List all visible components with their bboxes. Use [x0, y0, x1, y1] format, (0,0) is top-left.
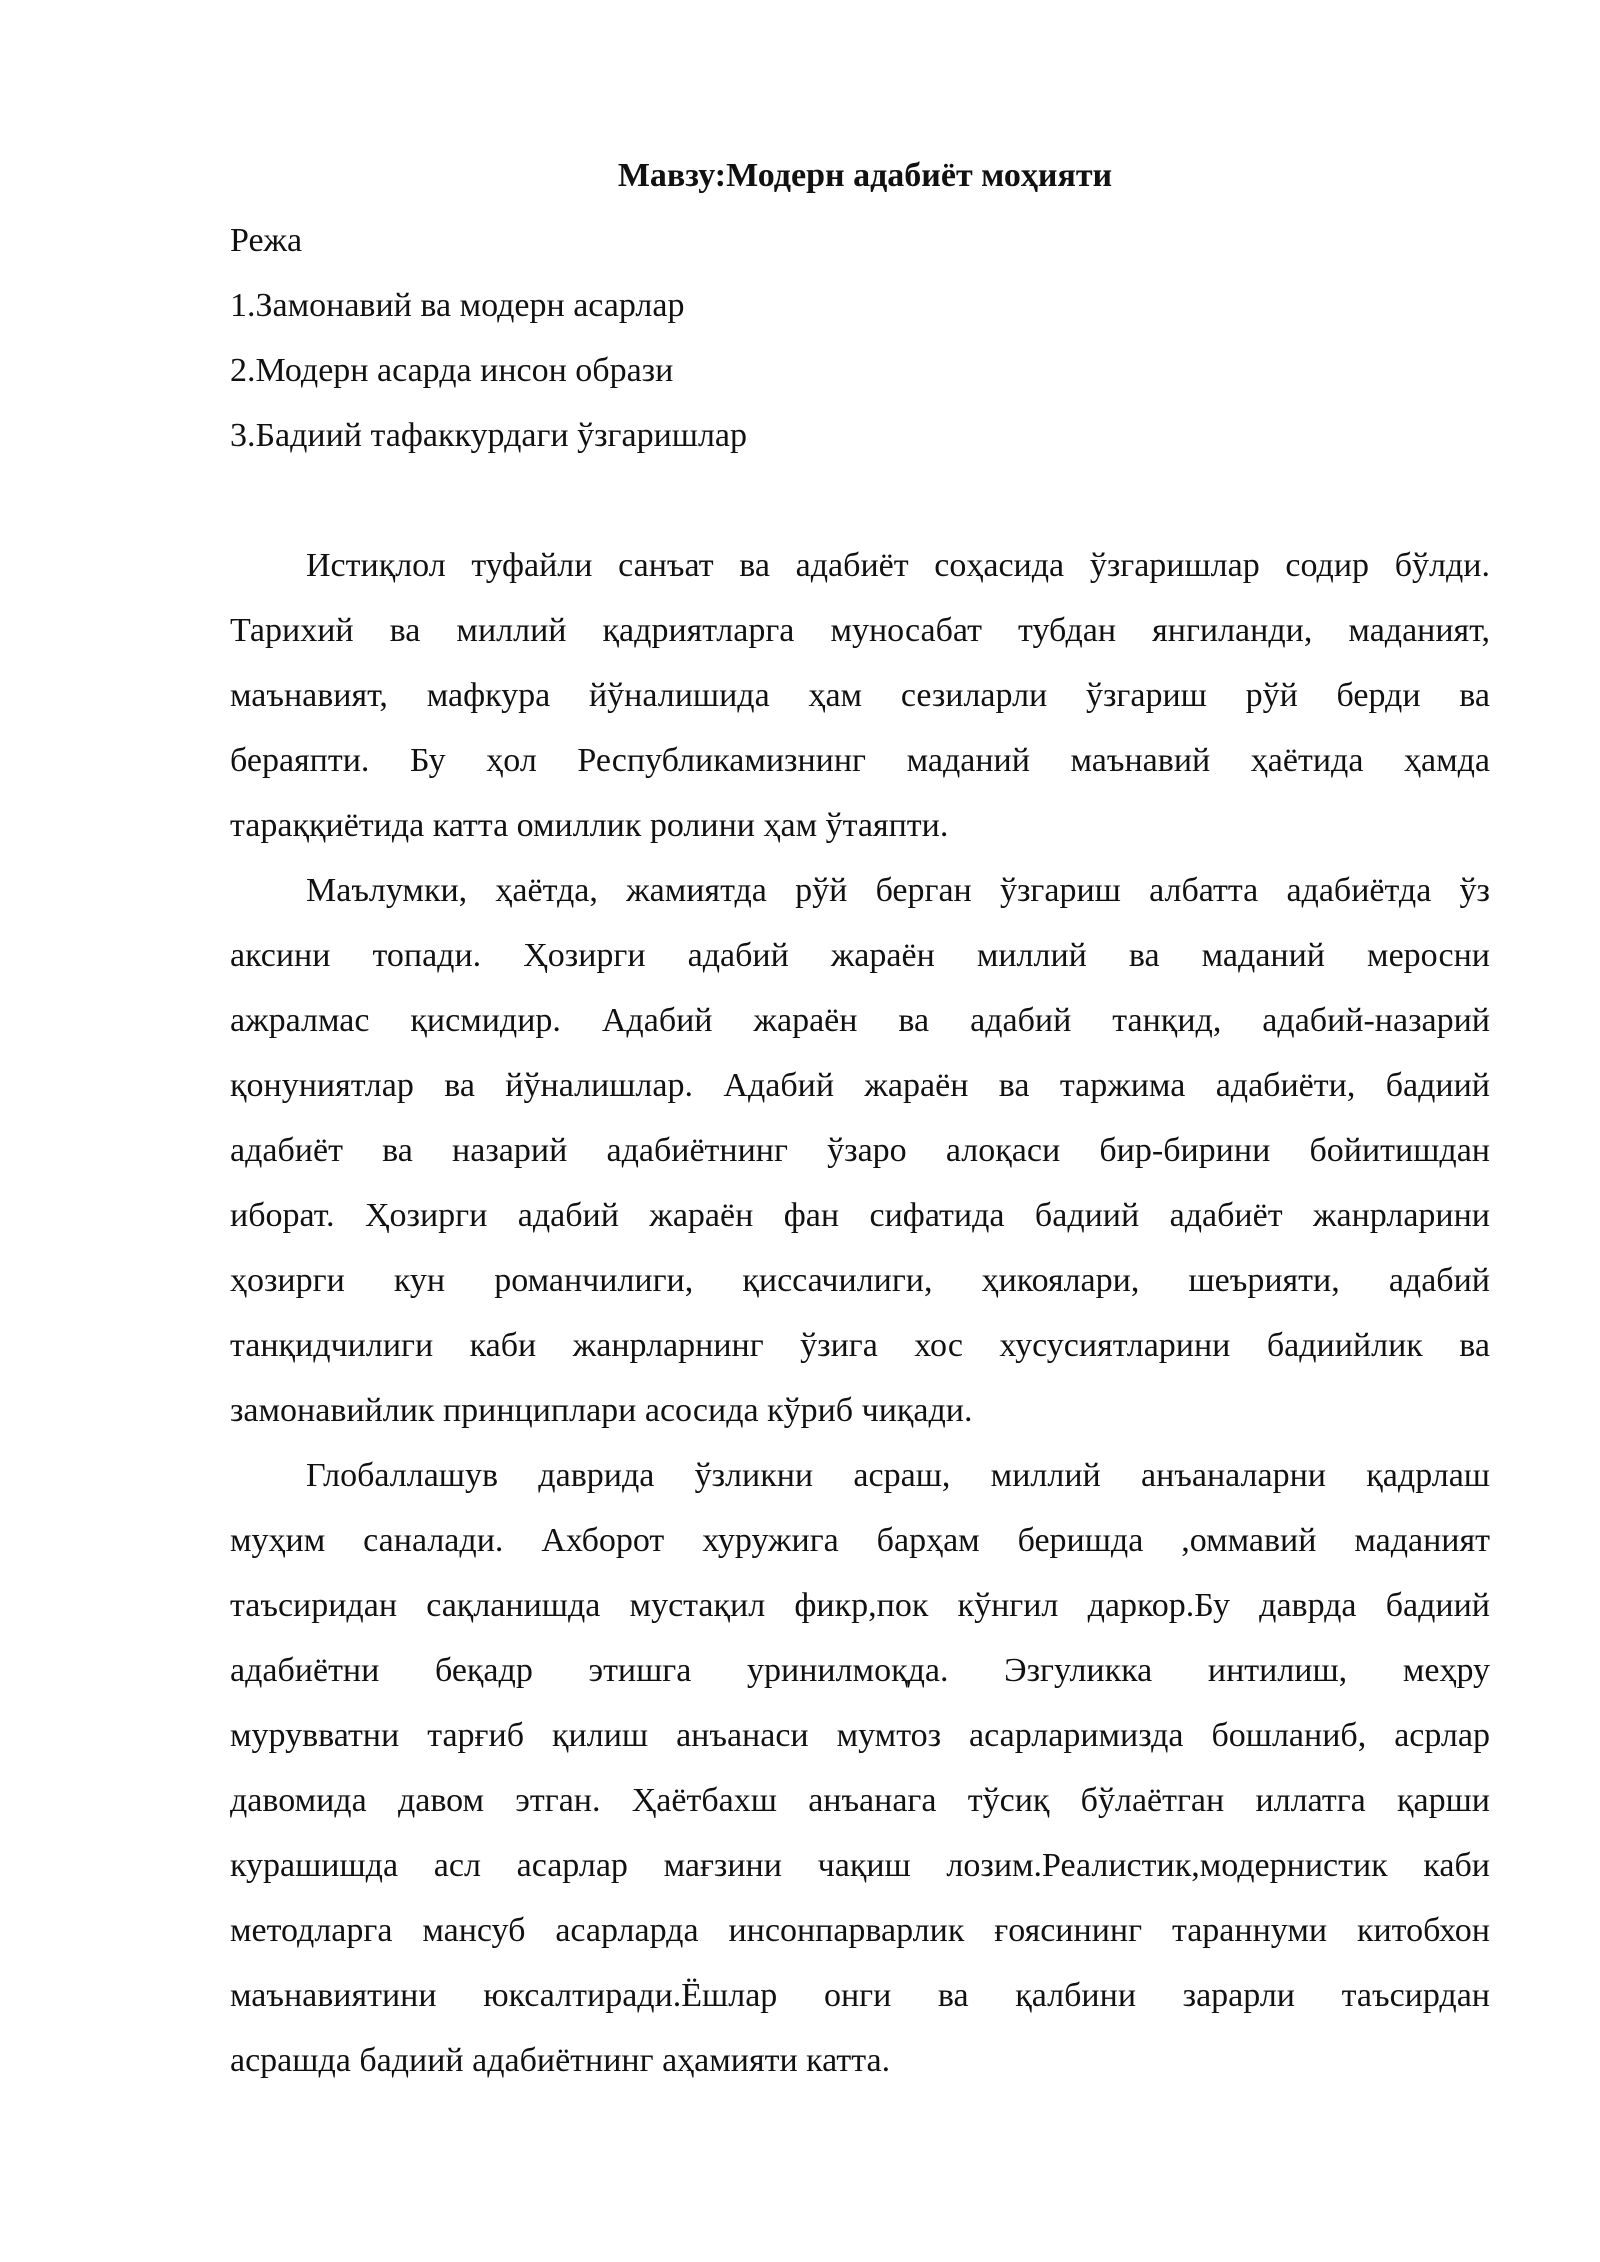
paragraph-line: Тарихий ва миллий қадриятларга муносабат тубдан янгиланди, маданият,	[230, 612, 1490, 649]
paragraph-line: аксини топади. Ҳозирги адабий жараён миллий ва маданий меросни	[230, 937, 1490, 974]
paragraph-line: мурувватни тарғиб қилиш анъанаси мумтоз асарларимизда бошланиб, асрлар	[230, 1717, 1490, 1754]
paragraph-line: маънавиятини юксалтиради.Ёшлар онги ва қалбини зарарли таъсирдан	[230, 1977, 1490, 2014]
plan-item: 3.Бадиий тафаккурдаги ўзгаришлар	[230, 417, 748, 454]
paragraph-line: асрашда бадиий адабиётнинг аҳамияти катта.	[230, 2042, 891, 2079]
paragraph-line: иборат. Ҳозирги адабий жараён фан сифатида бадиий адабиёт жанрларини	[230, 1197, 1490, 1234]
paragraph-line: методларга мансуб асарларда инсонпарварлик ғоясининг тараннуми китобхон	[230, 1912, 1490, 1949]
plan-heading: Режа	[230, 222, 303, 259]
paragraph-line: курашишда асл асарлар мағзини чақиш лозим.Реалистик,модернистик каби	[230, 1847, 1490, 1884]
plan-item: 1.Замонавий ва модерн асарлар	[230, 287, 685, 324]
paragraph-line: муҳим саналади. Ахборот хуружига барҳам беришда ,оммавий маданият	[230, 1522, 1490, 1559]
paragraph-line: Глобаллашув даврида ўзликни асраш, миллий анъаналарни қадрлаш	[306, 1457, 1490, 1494]
paragraph-line: ажралмас қисмидир. Адабий жараён ва адабий танқид, адабий-назарий	[230, 1002, 1490, 1039]
paragraph-line: замонавийлик принциплари асосида кўриб чиқади.	[230, 1392, 973, 1429]
paragraph-line: давомида давом этган. Ҳаётбахш анъанага тўсиқ бўлаётган иллатга қарши	[230, 1782, 1490, 1819]
paragraph-line: Истиқлол туфайли санъат ва адабиёт соҳасида ўзгаришлар содир бўлди.	[306, 547, 1490, 584]
paragraph-line: маънавият, мафкура йўналишида ҳам сезиларли ўзгариш рўй берди ва	[230, 677, 1490, 714]
paragraph-line: адабиёт ва назарий адабиётнинг ўзаро алоқаси бир-бирини бойитишдан	[230, 1132, 1490, 1169]
paragraph-line: бераяпти. Бу ҳол Республикамизнинг маданий маънавий ҳаётида ҳамда	[230, 742, 1490, 779]
paragraph-line: қонуниятлар ва йўналишлар. Адабий жараён ва таржима адабиёти, бадиий	[230, 1067, 1490, 1104]
paragraph-line: ҳозирги кун романчилиги, қиссачилиги, ҳикоялари, шеърияти, адабий	[230, 1262, 1490, 1299]
paragraph-line: тараққиётида катта омиллик ролини ҳам ўтаяпти.	[230, 807, 949, 844]
plan-item: 2.Модерн асарда инсон образи	[230, 352, 674, 389]
document-title: Мавзу:Модерн адабиёт моҳияти	[617, 157, 1113, 194]
paragraph-line: Маълумки, ҳаётда, жамиятда рўй берган ўзгариш албатта адабиётда ўз	[306, 872, 1490, 909]
paragraph-line: таъсиридан сақланишда мустақил фикр,пок кўнгил даркор.Бу даврда бадиий	[230, 1587, 1490, 1624]
paragraph-line: адабиётни беқадр этишга уринилмоқда. Эзгуликка интилиш, меҳру	[230, 1652, 1490, 1689]
paragraph-line: танқидчилиги каби жанрларнинг ўзига хос хусусиятларини бадиийлик ва	[230, 1327, 1490, 1364]
